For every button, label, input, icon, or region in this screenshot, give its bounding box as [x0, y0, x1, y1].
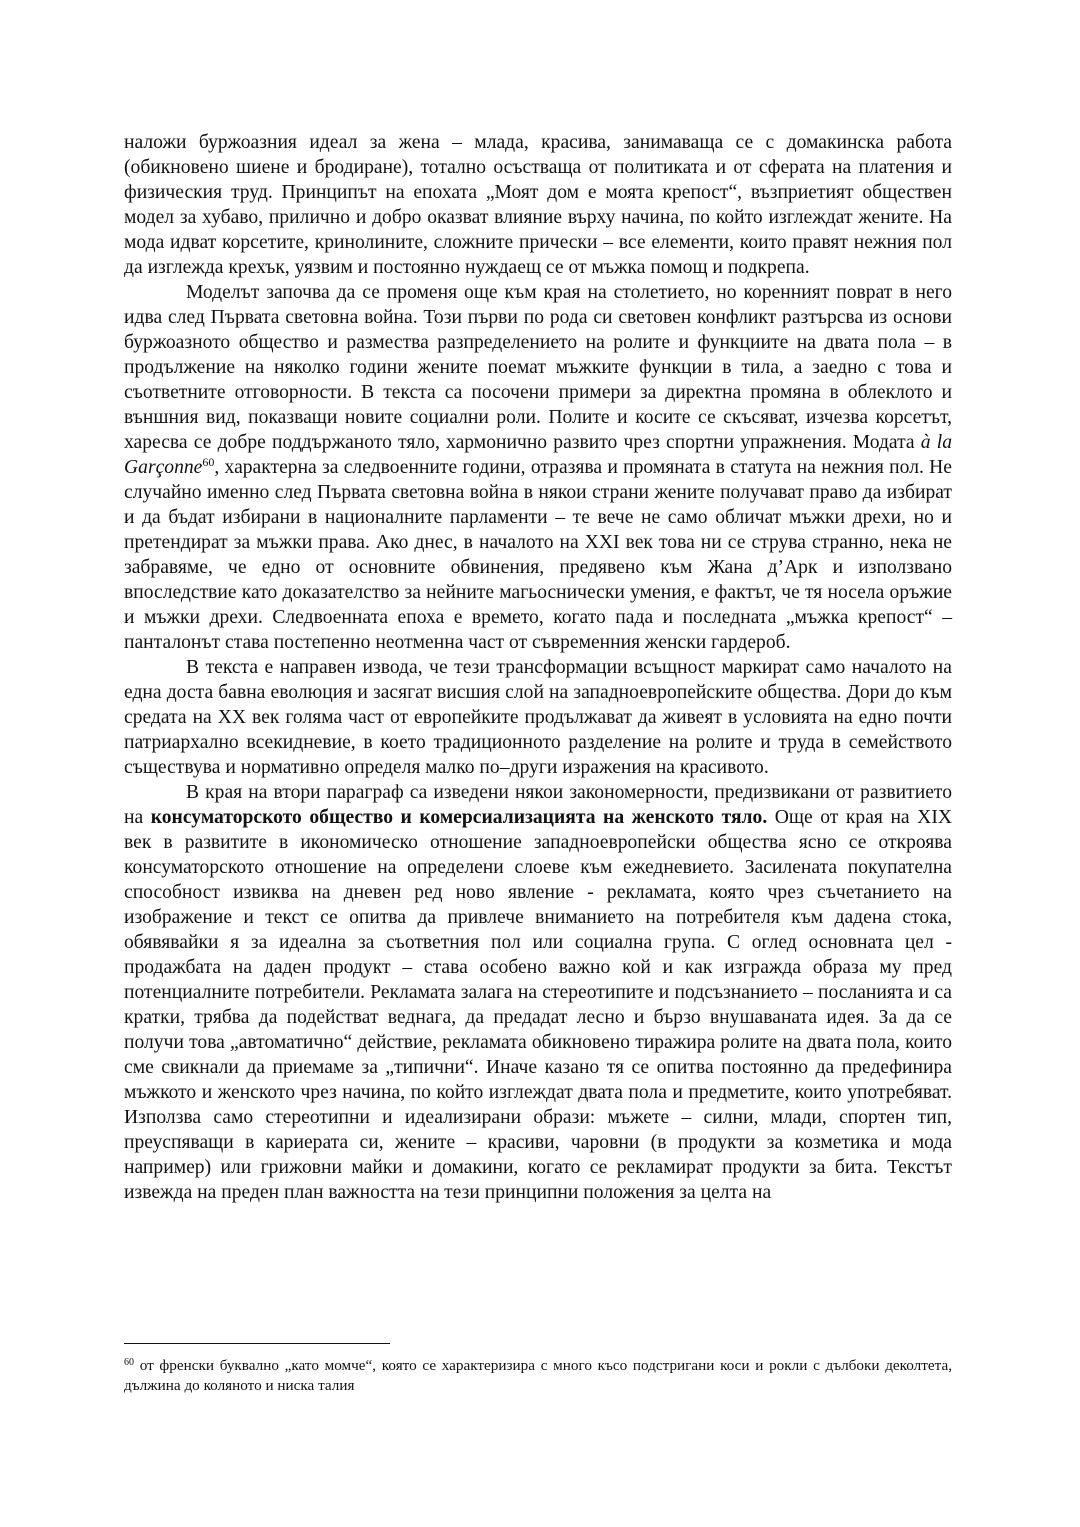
- footnote-reference-60[interactable]: 60: [202, 455, 215, 469]
- paragraph-4-text-end: Още от края на XIX век в развитите в икономическо отношение западноевропейски общества ясно се откроява консуматорското отношение на определени слоеве към ежедневието. Засилената покупателна способност извиква на дневен ред ново явление - рекламата, която чрез съчетанието на изображение и текст се опитва да привлече вниманието на потребителя към дадена стока, обявявайки я за идеална за съответния пол или социална група. С оглед основната цел - продажбата на даден продукт – става особено важно кой и как изгражда образа му пред потенциалните потребители. Рекламата залага на стереотипите и подсъзнанието – посланията и са кратки, трябва да подействат веднага, да предадат лесно и бързо внушаваната идея. За да се получи това „автоматично“ действие, рекламата обикновено тиражира ролите на двата пола, които сме свикнали да приемаме за „типични“. Иначе казано тя се опитва постоянно да предефинира мъжкото и женското чрез начина, по който изглеждат двата пола и предметите, които употребяват. Използва само стереотипни и идеализирани образи: мъжете – силни, млади, спортен тип, преуспяващи в кариерата си, жените – красиви, чаровни (в продукти за козметика и мода например) или грижовни майки и домакини, когато се рекламират продукти за бита. Текстът извежда на преден план важността на тези принципни положения за целта на: [124, 807, 952, 1203]
- paragraph-3: [124, 655, 952, 780]
- fashion-term-italic: à la Garçonne: [124, 432, 952, 478]
- footnote-60: [124, 1356, 952, 1396]
- paragraph-1: [124, 130, 952, 280]
- footnote-mark: 60: [124, 1357, 134, 1368]
- footnote-separator: [124, 1343, 390, 1344]
- paragraph-3-text: В текста е направен извода, че тези трансформации всъщност маркират само началото на една доста бавна еволюция и засягат висшия слой на западноевропейските общества. Дори до към средата на XX век голяма част от европейките продължават да живеят в условията на едно почти патриархално всекидневие, в което традиционното разделение на ролите и труда в семейството съществува и нормативно определя малко по–други изражения на красивото.: [124, 657, 952, 778]
- paragraph-4: [124, 780, 952, 1205]
- paragraph-2-text-start: Моделът започва да се променя още към края на столетието, но коренният поврат в него идва след Първата световна война. Този първи по рода си световен конфликт разтърсва из основи буржоазното общество и размества разпределението на ролите и функциите на двата пола – в продължение на няколко години жените поемат мъжките функции в тила, а заедно с това и съответните отговорности. В текста са посочени примери за директна промяна в облеклото и външния вид, показващи новите социални роли. Полите и косите се скъсяват, изчезва корсетът, харесва се добре поддържаното тяло, хармонично развито чрез спортни упражнения. Модата: [124, 282, 952, 453]
- paragraph-4-text-start: В края на втори параграф са изведени някои закономерности, предизвикани от развитието на: [124, 782, 952, 828]
- paragraph-2: [124, 280, 952, 655]
- page-body: [124, 130, 952, 1205]
- footnote-text: от френски буквално „като момче“, която се характеризира с много късо подстригани коси и рокли с дълбоки деколтета, дължина до коляното и ниска талия: [124, 1357, 952, 1394]
- paragraph-2-text-end: , характерна за следвоенните години, отразява и промяната в статута на нежния пол. Не случайно именно след Първата световна война в някои страни жените получават право да избират и да бъдат избирани в националните парламенти – те вече не само обличат мъжки дрехи, но и претендират за мъжки права. Ако днес, в началото на XXI век това ни се струва странно, нека не забравяме, че едно от основните обвинения, предявено към Жана д’Арк и използвано впоследствие като доказателство за нейните магьоснически умения, е фактът, че тя носела оръжие и мъжки дрехи. Следвоенната епоха е времето, когато пада и последната „мъжка крепост“ – панталонът става постепенно неотменна част от съвременния женски гардероб.: [124, 457, 952, 653]
- paragraph-1-text: наложи буржоазния идеал за жена – млада, красива, занимаваща се с домакинска работа (обикновено шиене и бродиране), тотално осъстваща от политиката и от сферата на платения и физическия труд. Принципът на епохата „Моят дом е моята крепост“, възприетият обществен модел за хубаво, прилично и добро оказват влияние върху начина, по който изглеждат жените. На мода идват корсетите, кринолините, сложните прически – все елементи, които правят нежния пол да изглежда крехък, уязвим и постоянно нуждаещ се от мъжка помощ и подкрепа.: [124, 132, 952, 278]
- emphasis-bold: консуматорското общество и комерсиализацията на женското тяло.: [150, 807, 768, 828]
